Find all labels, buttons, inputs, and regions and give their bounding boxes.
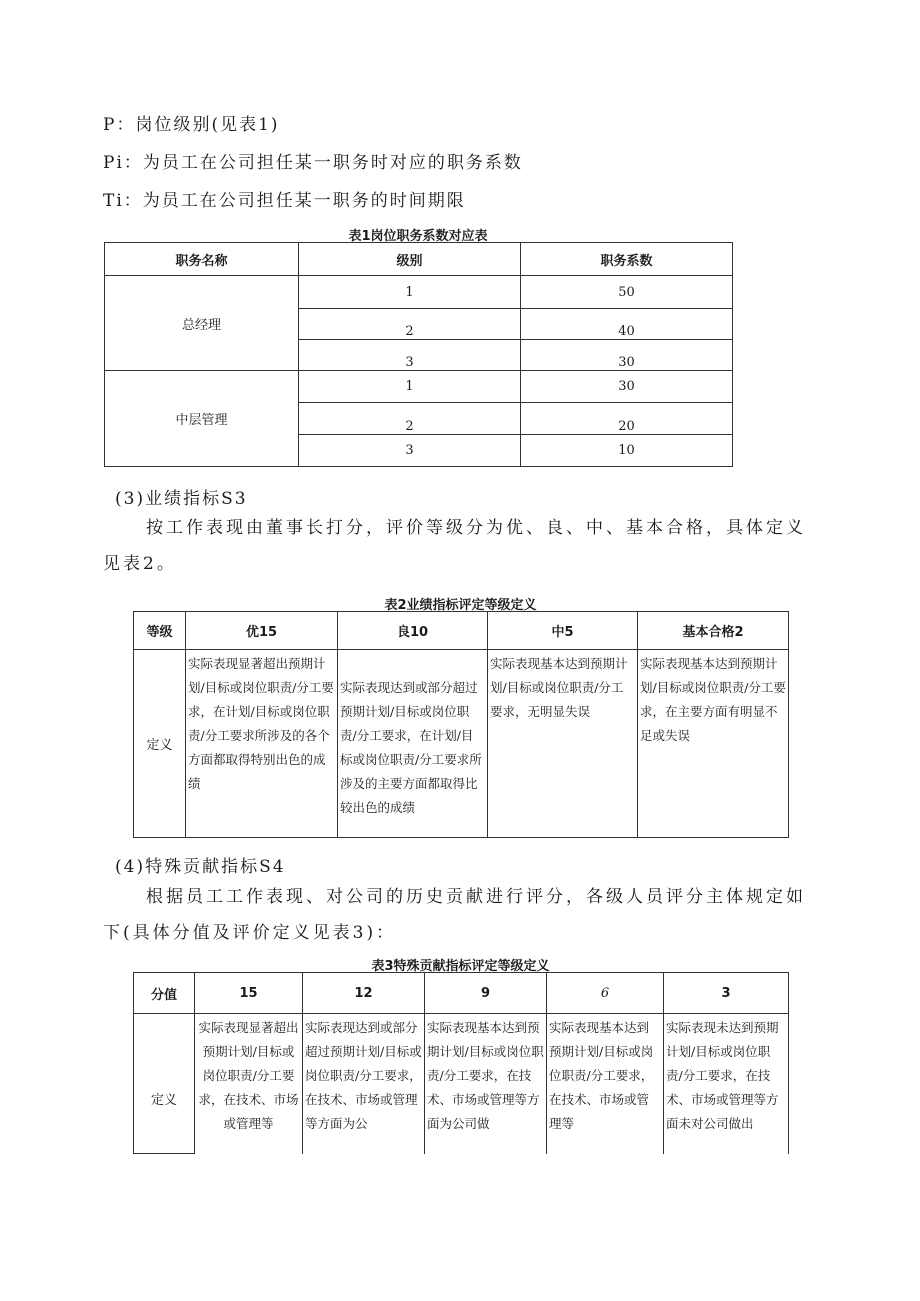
table2-row-label: 定义	[134, 650, 186, 838]
table1-level-cell: 1	[299, 371, 521, 403]
table3-header-cell: 9	[425, 973, 547, 1014]
table1-coef-cell: 20	[521, 403, 733, 435]
table2-caption: 表2业绩指标评定等级定义	[384, 598, 537, 613]
p-definition: P：岗位级别(见表1)	[103, 115, 280, 135]
table3-header-cell: 12	[303, 973, 425, 1014]
table3-header-cell: 15	[195, 973, 303, 1014]
section3-paragraph-line1: 按工作表现由董事长打分，评价等级分为优、良、中、基本合格，具体定义	[146, 518, 806, 538]
table1-level-cell: 3	[299, 340, 521, 371]
table1-header-cell: 职务名称	[105, 243, 299, 276]
table2-definition-cell: 实际表现基本达到预期计划/目标或岗位职责/分工要求，无明显失误	[488, 650, 638, 838]
pi-definition: Pi：为员工在公司担任某一职务时对应的职务系数	[103, 153, 523, 173]
table1-role-cell: 中层管理	[105, 371, 299, 467]
table3-definition-cell: 实际表现显著超出预期计划/目标或岗位职责/分工要求，在技术、市场或管理等	[195, 1014, 303, 1154]
table1-level-cell: 3	[299, 435, 521, 467]
table1-level-cell: 2	[299, 403, 521, 435]
table3-definition-cell: 实际表现基本达到预期计划/目标或岗位职责/分工要求，在技术、市场或管理等	[547, 1014, 664, 1154]
table3-caption: 表3特殊贡献指标评定等级定义	[371, 959, 550, 974]
table1-coef-cell: 10	[521, 435, 733, 467]
ti-definition: Ti：为员工在公司担任某一职务的时间期限	[103, 191, 466, 211]
table3-definition-cell: 实际表现基本达到预期计划/目标或岗位职责/分工要求，在技术、市场或管理等方面为公司做	[425, 1014, 547, 1154]
table1	[104, 242, 733, 467]
section4-title: (4)特殊贡献指标S4	[115, 857, 286, 877]
table1-header-cell: 职务系数	[521, 243, 733, 276]
table3	[133, 972, 789, 1154]
table1-level-cell: 1	[299, 276, 521, 309]
table1-coef-cell: 50	[521, 276, 733, 309]
table1-coef-cell: 30	[521, 371, 733, 403]
table3-header-cell: 3	[664, 973, 789, 1014]
table1-coef-cell: 30	[521, 340, 733, 371]
table3-definition-cell: 实际表现未达到预期计划/目标或岗位职责/分工要求，在技术、市场或管理等方面未对公司做出	[664, 1014, 789, 1154]
table1-role-cell: 总经理	[105, 276, 299, 371]
table2-definition-cell: 实际表现基本达到预期计划/目标或岗位职责/分工要求，在主要方面有明显不足或失误	[638, 650, 789, 838]
table1-caption: 表1岗位职务系数对应表	[348, 229, 488, 244]
table3-header-cell: 6	[547, 973, 664, 1014]
table2-definition-cell: 实际表现显著超出预期计划/目标或岗位职责/分工要求，在计划/目标或岗位职责/分工要求所涉及的各个方面都取得特别出色的成绩	[186, 650, 338, 838]
table1-header-cell: 级别	[299, 243, 521, 276]
section4-paragraph-line2: 下(具体分值及评价定义见表3)：	[103, 923, 397, 943]
table2-definition-cell: 实际表现达到或部分超过预期计划/目标或岗位职责/分工要求，在计划/目标或岗位职责/分工要求所涉及的主要方面都取得比较出色的成绩	[338, 650, 488, 838]
table2	[133, 611, 789, 838]
table2-header-cell: 中5	[488, 612, 638, 650]
table3-definition-cell: 实际表现达到或部分超过预期计划/目标或岗位职责/分工要求，在技术、市场或管理等方面为公	[303, 1014, 425, 1154]
table3-header-cell: 分值	[134, 973, 195, 1014]
section4-paragraph-line1: 根据员工工作表现、对公司的历史贡献进行评分，各级人员评分主体规定如	[146, 887, 806, 907]
section3-title: (3)业绩指标S3	[115, 489, 248, 509]
table3-row-label: 定义	[134, 1014, 195, 1154]
table1-coef-cell: 40	[521, 309, 733, 340]
section3-paragraph-line2: 见表2。	[103, 554, 177, 574]
table2-header-cell: 基本合格2	[638, 612, 789, 650]
table2-header-cell: 等级	[134, 612, 186, 650]
table2-header-cell: 优15	[186, 612, 338, 650]
table2-header-cell: 良10	[338, 612, 488, 650]
table1-level-cell: 2	[299, 309, 521, 340]
